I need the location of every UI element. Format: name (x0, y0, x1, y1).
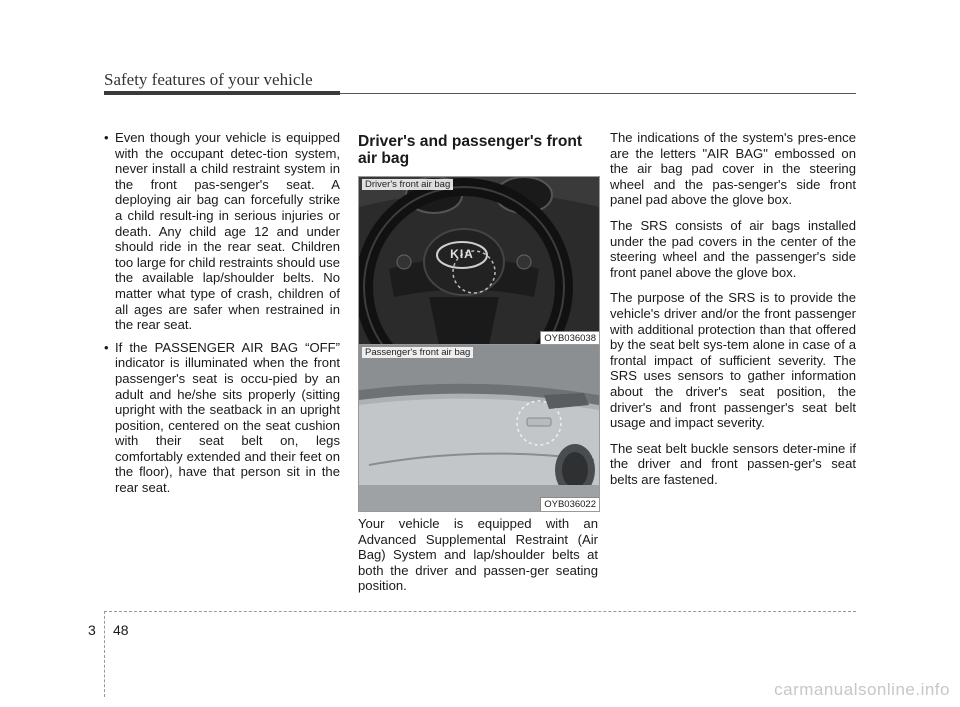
footer-rule (104, 611, 856, 612)
body-paragraph: Your vehicle is equipped with an Advanced Supplemental Restraint (Air Bag) System and lap/shoulder belts at both the driver and passen-ger seating position. (358, 516, 598, 594)
section-heading: Driver's and passenger's front air bag (358, 133, 583, 167)
header-rule-thin (340, 93, 856, 94)
body-paragraph: The SRS consists of air bags installed under the pad covers in the center of the steering wheel and the passenger's side front panel above the glove box. (610, 217, 856, 280)
body-paragraph: The seat belt buckle sensors deter-mine if the driver and front passen-ger's seat belts are fastened. (610, 440, 856, 487)
figure-code: OYB036038 (540, 331, 599, 345)
header-rule-thick (104, 91, 340, 95)
section-number: 3 (88, 622, 96, 638)
bullet-item: • If the PASSENGER AIR BAG “OFF” indicator is illuminated when the front passenger's seat is occu-pied by an adult and he/she sits properly (sitting upright with the seatback in an upright position, centered on the seat cushion with their seat belt on, legs comfortably extended and their feet on the floor), have that person sit in the rear seat. (104, 340, 340, 496)
figure-code: OYB036022 (540, 497, 599, 511)
steering-wheel-illustration (359, 177, 599, 345)
dashboard-illustration (359, 345, 599, 511)
body-paragraph: The purpose of the SRS is to provide the vehicle's driver and/or the front passenger with additional protection than that offered by the seat belt sys-tem alone in case of a frontal impact of sufficient severity. The SRS uses sensors to gather information about the driver's seat position, the driver's and front passenger's seat belt usage and impact severity. (610, 290, 856, 431)
kia-logo: KIA (450, 247, 474, 261)
watermark: carmanualsonline.info (774, 680, 950, 699)
page-header-title: Safety features of your vehicle (104, 70, 313, 89)
left-column (104, 130, 340, 503)
passenger-airbag-figure (358, 344, 600, 512)
page-number: 48 (113, 622, 129, 638)
bullet-item: • Even though your vehicle is equipped with the occupant detec-tion system, never install a child restraint system in the front pas-senger's seat. A deploying air bag can forcefully strike a child result-ing in serious injuries or death. Any child age 12 and under should ride in the rear seat. Children too large for child restraints should use the available lap/shoulder belts. No matter what type of crash, children of all ages are safer when restrained in the rear seat. (104, 130, 340, 333)
figure-caption: Driver's front air bag (362, 179, 453, 190)
driver-airbag-figure (358, 176, 600, 346)
right-column (610, 130, 856, 497)
figure-caption: Passenger's front air bag (362, 347, 473, 358)
body-paragraph: The indications of the system's pres-ence are the letters "AIR BAG" embossed on the air bag pad cover in the steering wheel and the pas-senger's side front panel pad above the glove box. (610, 130, 856, 208)
footer-vertical-rule (104, 611, 105, 697)
